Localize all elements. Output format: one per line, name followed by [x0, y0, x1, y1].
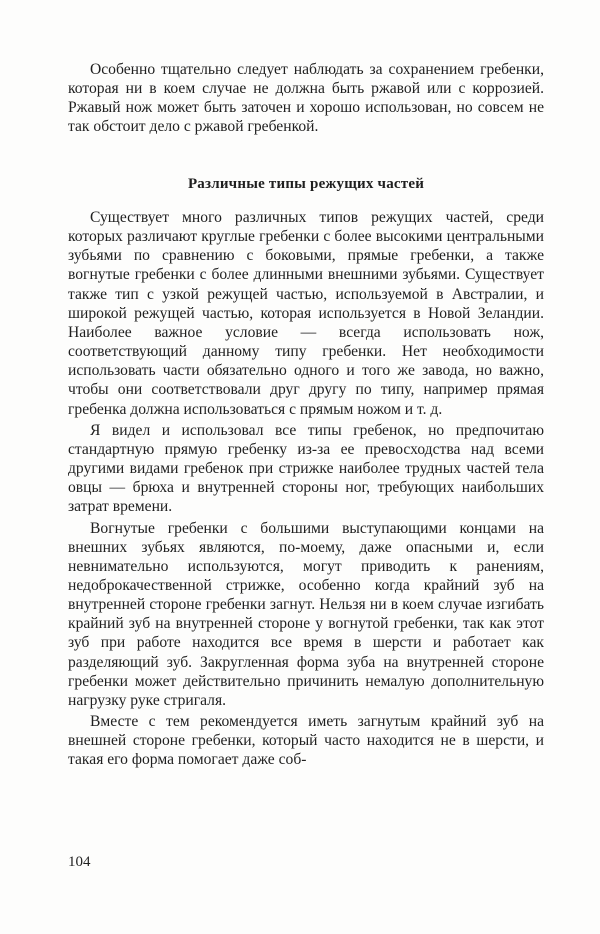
section-body — [68, 208, 544, 770]
section-heading: Различные типы режущих частей — [187, 176, 425, 192]
paragraph-concave-combs: Вогнутые гребенки с большими выступающими концами на внешних зубьях являются, по-моему, даже опасными и, если невнимательно используются, могут приводить к ранениям, недоброкачественной стрижке, особенно когда крайний зуб на внутренней стороне гребенки загнут. Нельзя ни в коем случае изгибать крайний зуб на внутренней стороне у вогнутой гребенки, так как этот зуб при работе находится все время в шерсти и работает как разделяющий зуб. Закругленная форма зуба на внутренней стороне гребенки может действительно причинить немалую дополнительную нагрузку руке стригаля. — [68, 519, 544, 709]
paragraph-outer-tooth: Вместе с тем рекомендуется иметь загнутым крайний зуб на внешней стороне гребенки, который часто находится не в шерсти, и такая его форма помогает даже соб- — [68, 713, 544, 769]
intro-paragraph: Особенно тщательно следует наблюдать за сохранением гребенки, которая ни в коем случае не должна быть ржавой или с коррозией. Ржавый нож может быть заточен и хорошо использован, но совсем не так обстоит дело с ржавой гребенкой. — [68, 61, 544, 135]
paragraph-preferred-comb: Я видел и использовал все типы гребенок, но предпочитаю стандартную прямую гребенку из-за ее превосходства над всеми другими видами гребенок при стрижке наиболее трудных частей тела овцы — брюха и внутренней стороны ног, требующих наибольших затрат времени. — [68, 421, 544, 516]
paragraph-types-of-combs: Существует много различных типов режущих частей, среди которых различают круглые гребенки с более высокими центральными зубьями по сравнению с боковыми, прямые гребенки, а также вогнутые гребенки с более длинными внешними зубьями. Существует также тип с узкой режущей частью, используемой в Австралии, и широкой режущей частью, которая используется в Новой Зеландии. Наиболее важное условие — всегда использовать нож, соответствующий данному типу гребенки. Нет необходимости использовать части обязательно одного и того же завода, но важно, чтобы они соответствовали друг другу по типу, например прямая гребенка должна использоваться с прямым ножом и т. д. — [68, 209, 544, 418]
page-number: 104 — [68, 854, 91, 870]
